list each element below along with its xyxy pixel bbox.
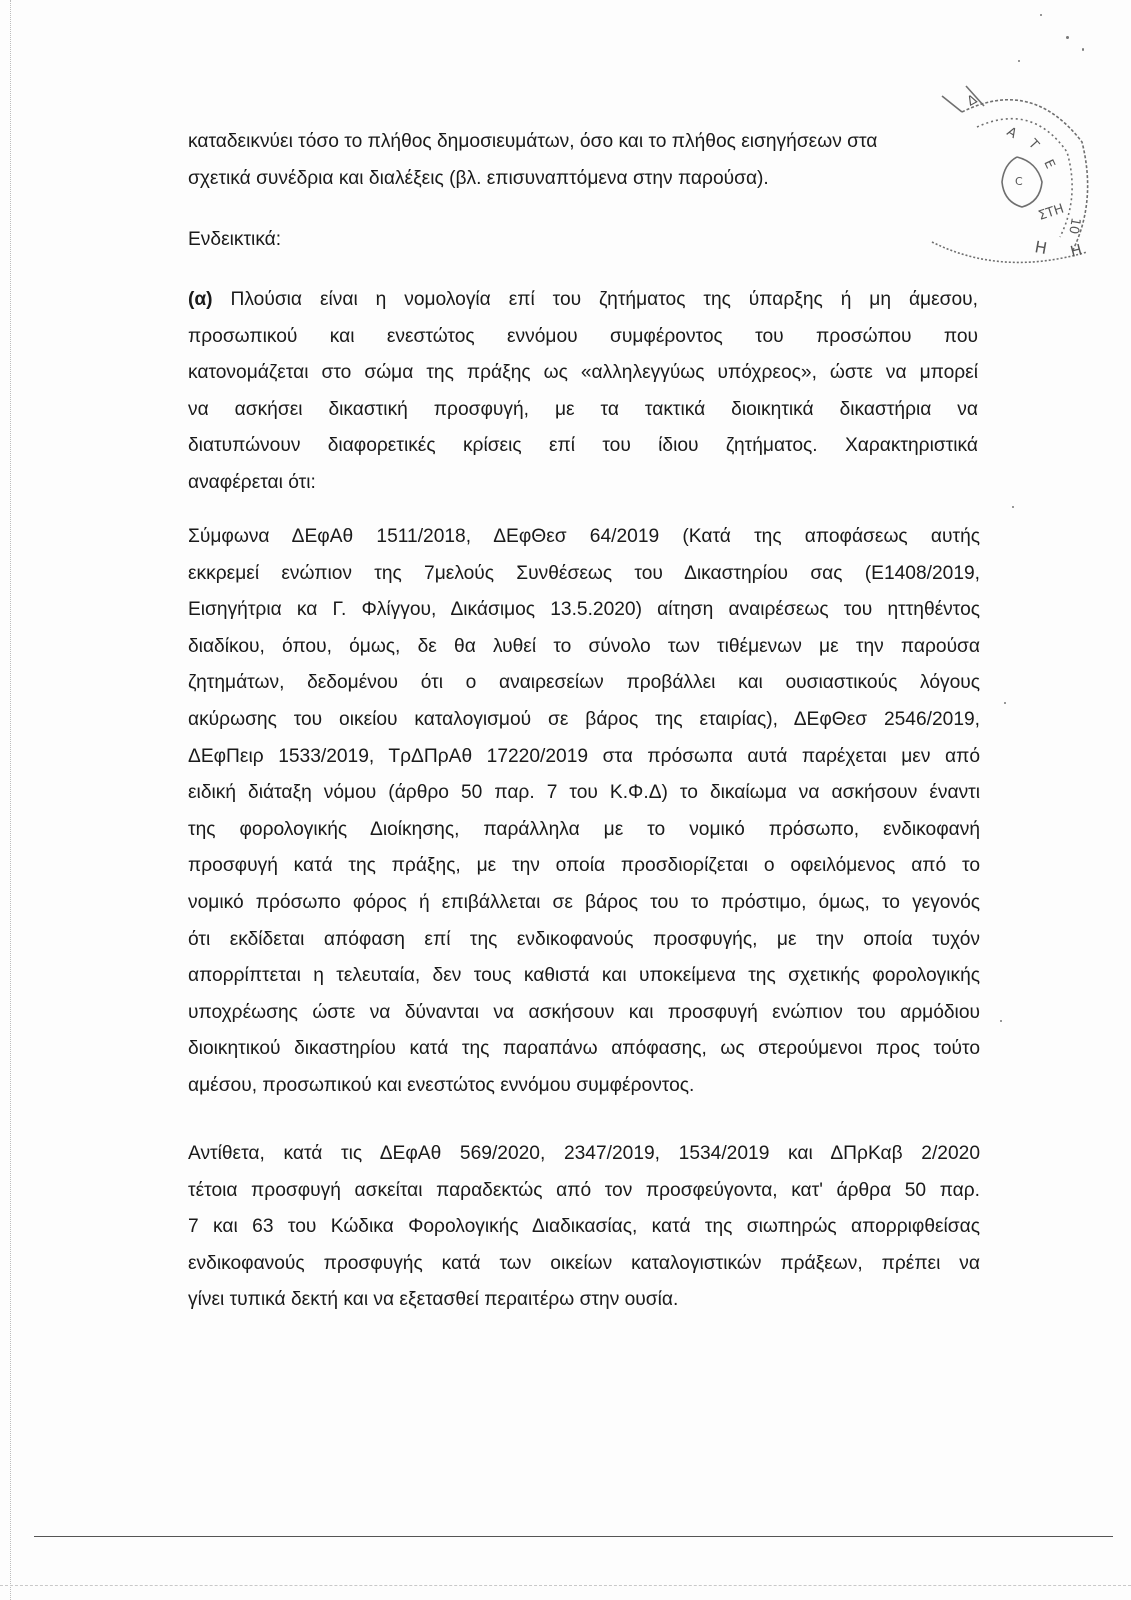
paragraph-antitheta xyxy=(188,1136,980,1319)
svg-text:ΣΤΗ: ΣΤΗ xyxy=(1036,201,1066,224)
scan-speck xyxy=(1000,1020,1002,1022)
paragraph-a-line: διατυπώνουν διαφορετικές κρίσεις επί του ίδιου ζητήματος. Χαρακτηριστικά xyxy=(188,435,978,457)
paragraph-symfona xyxy=(188,519,980,1105)
paragraph-a-line: προσωπικού και ενεστώτος εννόμου συμφέροντος του προσώπου που xyxy=(188,325,978,347)
svg-text:Η: Η xyxy=(1033,237,1049,259)
paragraph-symfona-line: διοικητικού δικαστηρίου κατά της παραπάνω απόφασης, ως στερούμενοι προς τούτο xyxy=(188,1038,980,1060)
svg-text:10: 10 xyxy=(1065,216,1083,236)
svg-text:Τ: Τ xyxy=(1025,136,1042,153)
paragraph-a-text: Πλούσια είναι η νομολογία επί του ζητήματος της ύπαρξης ή μη άμεσου, xyxy=(230,289,978,310)
paragraph-antitheta-line: τέτοια προσφυγή ασκείται παραδεκτώς από τον προσφεύγοντα, κατ' άρθρα 50 παρ. xyxy=(188,1179,980,1201)
paragraph-symfona-line: εκκρεμεί ενώπιον της 7μελούς Συνθέσεως του Δικαστηρίου σας (Ε1408/2019, xyxy=(188,562,980,584)
paragraph-symfona-line: ειδική διάταξη νόμου (άρθρο 50 παρ. 7 του Κ.Φ.Δ) το δικαίωμα να ασκήσουν έναντι xyxy=(188,782,980,804)
intro-paragraph xyxy=(188,124,978,197)
scan-speck xyxy=(1082,48,1084,51)
paragraph-a-line xyxy=(188,282,978,319)
paragraph-antitheta-line: 7 και 63 του Κώδικα Φορολογικής Διαδικασίας, κατά της σιωπηρώς απορριφθείσας xyxy=(188,1216,980,1238)
scan-speck xyxy=(1040,14,1042,16)
scan-speck xyxy=(1012,506,1014,508)
paragraph-antitheta-line: Αντίθετα, κατά τις ΔΕφΑθ 569/2020, 2347/2019, 1534/2019 και ΔΠρΚαβ 2/2020 xyxy=(188,1143,980,1164)
svg-text:C: C xyxy=(1015,175,1023,188)
paragraph-symfona-line: ότι εκδίδεται απόφαση επί της ενδικοφανούς προσφυγής, με την οποία τυχόν xyxy=(188,928,980,950)
svg-text:Η: Η xyxy=(1068,240,1084,261)
scan-speck xyxy=(1018,60,1020,62)
paragraph-symfona-line: ζητημάτων, δεδομένου ότι ο αναιρεσείων προβάλλει και ουσιαστικούς λόγους xyxy=(188,672,980,694)
paragraph-symfona-line: απορρίπτεται η τελευταία, δεν τους καθιστά και υποκείμενα της σχετικής φορολογικής xyxy=(188,965,980,987)
endeiktika-label: Ενδεικτικά: xyxy=(188,229,282,250)
svg-text:Α: Α xyxy=(1004,124,1020,142)
paragraph-symfona-line: ΔΕφΠειρ 1533/2019, ΤρΔΠρΑθ 17220/2019 στα πρόσωπα αυτά παρέχεται μεν από xyxy=(188,745,980,767)
svg-text:Δ: Δ xyxy=(964,92,980,110)
paragraph-symfona-line: προσφυγή κατά της πράξης, με την οποία προσδιορίζεται ο οφειλόμενος από το xyxy=(188,855,980,877)
paragraph-symfona-line: νομικό πρόσωπο φόρος ή επιβάλλεται σε βάρος του το πρόστιμο, όμως, το γεγονός xyxy=(188,891,980,913)
scan-edge-bottom xyxy=(0,1585,1131,1586)
paragraph-a xyxy=(188,282,978,502)
paragraph-antitheta-line: γίνει τυπικά δεκτή και να εξετασθεί περαιτέρω στην ουσία. xyxy=(188,1289,679,1311)
scan-speck xyxy=(1066,36,1069,39)
scan-edge-left xyxy=(10,0,12,1600)
footer-rule xyxy=(34,1536,1113,1537)
intro-line: σχετικά συνέδρια και διαλέξεις (βλ. επισυναπτόμενα στην παρούσα). xyxy=(188,167,769,189)
paragraph-symfona-line: Σύμφωνα ΔΕφΑθ 1511/2018, ΔΕφΘεσ 64/2019 (Κατά της αποφάσεως αυτής xyxy=(188,526,980,547)
paragraph-a-line: αναφέρεται ότι: xyxy=(188,471,316,493)
paragraph-a-line: να ασκήσει δικαστική προσφυγή, με τα τακτικά διοικητικά δικαστήρια να xyxy=(188,398,978,420)
paragraph-marker: (α) xyxy=(188,289,213,310)
paragraph-symfona-line: Εισηγήτρια κα Γ. Φλίγγου, Δικάσιμος 13.5.2020) αίτηση αναιρέσεως του ηττηθέντος xyxy=(188,599,980,621)
paragraph-a-line: κατονομάζεται στο σώμα της πράξης ως «αλληλεγγύως υπόχρεος», ώστε να μπορεί xyxy=(188,362,978,384)
section-label xyxy=(188,222,978,259)
paragraph-antitheta-line: ενδικοφανούς προσφυγής κατά των οικείων καταλογιστικών πράξεων, πρέπει να xyxy=(188,1252,980,1274)
paragraph-symfona-line: ακύρωσης του οικείου καταλογισμού σε βάρος της εταιρίας), ΔΕφΘεσ 2546/2019, xyxy=(188,708,980,730)
paragraph-symfona-line: αμέσου, προσωπικού και ενεστώτος εννόμου συμφέροντος. xyxy=(188,1074,695,1096)
intro-line: καταδεικνύει τόσο το πλήθος δημοσιευμάτων, όσο και το πλήθος εισηγήσεων στα xyxy=(188,131,878,152)
svg-text:Ε: Ε xyxy=(1040,157,1058,172)
paragraph-symfona-line: της φορολογικής Διοίκησης, παράλληλα με το νομικό πρόσωπο, ενδικοφανή xyxy=(188,818,980,840)
scan-speck xyxy=(1004,702,1006,704)
paragraph-symfona-line: διαδίκου, όπου, όμως, δε θα λυθεί το σύνολο των τιθέμενων με την παρούσα xyxy=(188,635,980,657)
paragraph-symfona-line: υποχρέωσης ώστε να δύνανται να ασκήσουν και προσφυγή ενώπιον του αρμόδιου xyxy=(188,1001,980,1023)
